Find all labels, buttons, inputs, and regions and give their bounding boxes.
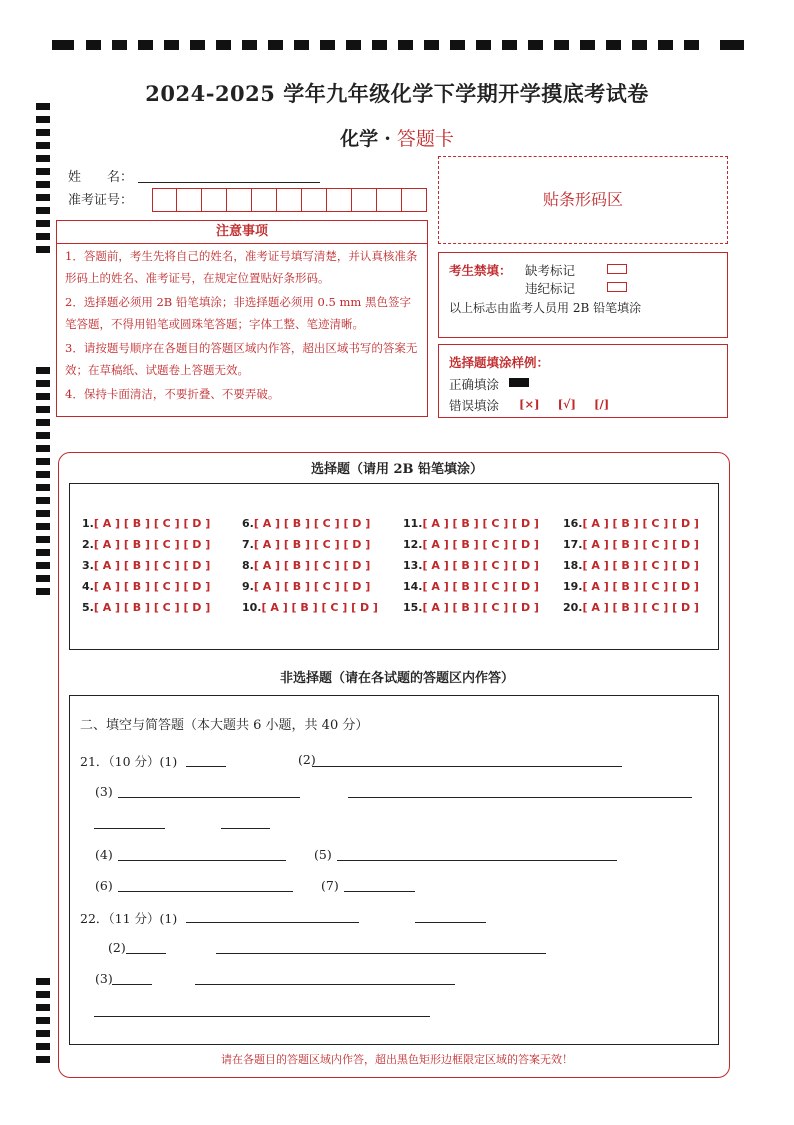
id-digit-box[interactable] [402, 188, 427, 212]
mc-question-16[interactable]: 16.[ A ] [ B ] [ C ] [ D ] [563, 517, 699, 530]
mc-question-1[interactable]: 1.[ A ] [ B ] [ C ] [ D ] [82, 517, 211, 530]
page-title: 2024-2025 学年九年级化学下学期开学摸底考试卷 [145, 81, 649, 106]
id-digit-box[interactable] [227, 188, 252, 212]
wrong-mark: [√] [557, 397, 577, 411]
mc-question-5[interactable]: 5.[ A ] [ B ] [ C ] [ D ] [82, 601, 211, 614]
notice-item: 1．答题前，考生先将自己的姓名，准考证号填写清楚，并认真核准条形码上的姓名、准考证号，在规定位置贴好条形码。 [65, 249, 418, 285]
footer-warning: 请在各题目的答题区域内作答，超出黑色矩形边框限定区域的答案无效！ [221, 1053, 573, 1066]
forbidden-box [438, 252, 728, 338]
answer-line[interactable] [415, 922, 486, 923]
card-label: 答题卡 [396, 128, 454, 150]
q21-part4: (4) [95, 847, 113, 862]
mc-question-13[interactable]: 13.[ A ] [ B ] [ C ] [ D ] [403, 559, 539, 572]
mc-question-14[interactable]: 14.[ A ] [ B ] [ C ] [ D ] [403, 580, 539, 593]
id-digit-box[interactable] [202, 188, 227, 212]
barcode-area[interactable] [438, 156, 728, 244]
id-digit-box[interactable] [152, 188, 177, 212]
notice-title: 注意事项 [57, 221, 427, 244]
answer-line[interactable] [118, 891, 293, 892]
notice-item: 2．选择题必须用 2B 铅笔填涂；非选择题必须用 0.5 mm 黑色签字笔答题，不得用铅笔或圆珠笔答题；字体工整、笔迹清晰。 [65, 295, 411, 331]
correct-fill-mark [509, 378, 529, 387]
section-heading: 二、填空与简答题（本大题共 6 小题，共 40 分） [80, 718, 369, 733]
correct-fill-label: 正确填涂 [449, 377, 500, 392]
id-digit-box[interactable] [377, 188, 402, 212]
mc-question-4[interactable]: 4.[ A ] [ B ] [ C ] [ D ] [82, 580, 211, 593]
mc-question-12[interactable]: 12.[ A ] [ B ] [ C ] [ D ] [403, 538, 539, 551]
q21-part7: (7) [321, 878, 339, 893]
answer-line[interactable] [195, 984, 455, 985]
notice-item: 4．保持卡面清洁，不要折叠、不要弄破。 [65, 387, 280, 401]
answer-line[interactable] [118, 860, 286, 861]
mc-question-15[interactable]: 15.[ A ] [ B ] [ C ] [ D ] [403, 601, 539, 614]
answer-line[interactable] [337, 860, 617, 861]
wrong-mark: [×] [519, 397, 540, 411]
page-subtitle [0, 124, 794, 151]
subject-label: 化学 [340, 128, 379, 150]
mc-question-11[interactable]: 11.[ A ] [ B ] [ C ] [ D ] [403, 517, 539, 530]
answer-line[interactable] [221, 828, 270, 829]
absent-mark-box[interactable] [607, 264, 627, 274]
q21-part2: (2) [298, 752, 316, 767]
answer-line[interactable] [126, 953, 166, 954]
id-digit-box[interactable] [277, 188, 302, 212]
answer-line[interactable] [216, 953, 546, 954]
q21-part6: (6) [95, 878, 113, 893]
mc-question-20[interactable]: 20.[ A ] [ B ] [ C ] [ D ] [563, 601, 699, 614]
q22-part2: (2) [108, 940, 126, 955]
mc-question-3[interactable]: 3.[ A ] [ B ] [ C ] [ D ] [82, 559, 211, 572]
wrong-mark: [/] [594, 397, 610, 411]
free-box [69, 695, 719, 1045]
absent-label: 缺考标记 [525, 263, 576, 278]
q21-part5: (5) [314, 847, 332, 862]
answer-line[interactable] [94, 828, 165, 829]
sample-box [438, 344, 728, 418]
id-digit-box[interactable] [252, 188, 277, 212]
answer-line[interactable] [312, 766, 622, 767]
notice-item: 3．请按题号顺序在各题目的答题区域内作答，超出区域书写的答案无效；在草稿纸、试题卷上答题无效。 [65, 341, 418, 377]
answer-line[interactable] [118, 797, 300, 798]
free-title: 非选择题（请在各试题的答题区内作答） [279, 671, 514, 686]
answer-line[interactable] [344, 891, 415, 892]
q22-head: 22．（11 分）(1) [80, 911, 178, 926]
mc-question-6[interactable]: 6.[ A ] [ B ] [ C ] [ D ] [242, 517, 371, 530]
forbidden-label: 考生禁填： [449, 263, 512, 278]
title-dot: · [384, 128, 391, 150]
id-digit-box[interactable] [327, 188, 352, 212]
mc-question-10[interactable]: 10.[ A ] [ B ] [ C ] [ D ] [242, 601, 378, 614]
wrong-fill-label: 错误填涂 [449, 398, 500, 413]
answer-line[interactable] [112, 984, 152, 985]
mc-title: 选择题（请用 2B 铅笔填涂） [310, 462, 484, 477]
answer-line[interactable] [186, 766, 226, 767]
forbidden-note: 以上标志由监考人员用 2B 铅笔填涂 [449, 301, 642, 315]
mc-question-2[interactable]: 2.[ A ] [ B ] [ C ] [ D ] [82, 538, 211, 551]
name-label: 姓 名： [68, 170, 134, 185]
q21-part3: (3) [95, 784, 113, 799]
barcode-label: 贴条形码区 [542, 190, 623, 209]
answer-line[interactable] [94, 1016, 430, 1017]
mc-question-18[interactable]: 18.[ A ] [ B ] [ C ] [ D ] [563, 559, 699, 572]
mc-question-19[interactable]: 19.[ A ] [ B ] [ C ] [ D ] [563, 580, 699, 593]
answer-line[interactable] [348, 797, 692, 798]
violation-label: 违纪标记 [525, 281, 576, 296]
sample-title: 选择题填涂样例： [449, 355, 550, 370]
id-digit-box[interactable] [177, 188, 202, 212]
name-field[interactable] [138, 182, 320, 183]
mc-question-7[interactable]: 7.[ A ] [ B ] [ C ] [ D ] [242, 538, 371, 551]
q21-head: 21．（10 分）(1) [80, 754, 178, 769]
exam-id-boxes[interactable] [152, 188, 427, 212]
mc-question-17[interactable]: 17.[ A ] [ B ] [ C ] [ D ] [563, 538, 699, 551]
id-digit-box[interactable] [352, 188, 377, 212]
answer-line[interactable] [186, 922, 359, 923]
mc-question-9[interactable]: 9.[ A ] [ B ] [ C ] [ D ] [242, 580, 371, 593]
mc-question-8[interactable]: 8.[ A ] [ B ] [ C ] [ D ] [242, 559, 371, 572]
exam-id-label: 准考证号： [68, 193, 134, 208]
q22-part3: (3) [95, 971, 113, 986]
notice-box [56, 220, 428, 417]
violation-mark-box[interactable] [607, 282, 627, 292]
id-digit-box[interactable] [302, 188, 327, 212]
wrong-fill-marks [519, 397, 609, 411]
